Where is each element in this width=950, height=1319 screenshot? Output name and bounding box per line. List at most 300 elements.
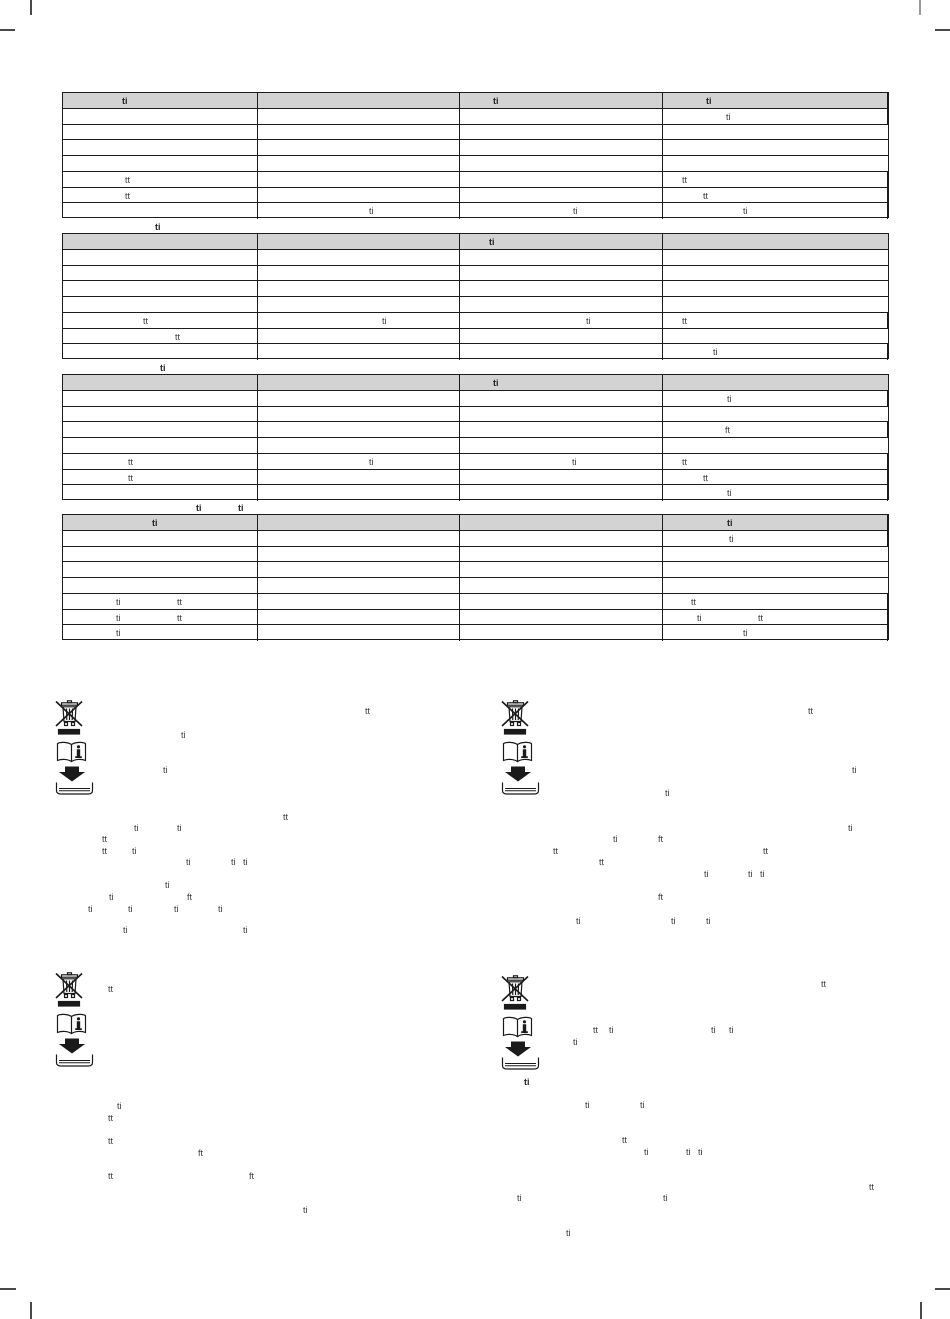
text-fragment: ft bbox=[658, 834, 664, 844]
weee-bin-icon bbox=[502, 701, 528, 726]
crop-mark-top-left-h bbox=[0, 29, 15, 31]
crop-mark-top-left-v bbox=[30, 0, 32, 15]
table-cell bbox=[258, 547, 461, 562]
table-cell bbox=[258, 594, 461, 609]
table-cell bbox=[460, 250, 663, 265]
text-fragment: ti bbox=[116, 628, 121, 639]
table-cell bbox=[663, 470, 888, 485]
table-cell bbox=[460, 281, 663, 296]
text-fragment: ti bbox=[609, 1025, 614, 1035]
table-row bbox=[63, 250, 888, 266]
text-fragment: ti bbox=[644, 1147, 649, 1157]
table-4-caption: ti bbox=[238, 503, 244, 513]
text-fragment: tt bbox=[108, 1113, 114, 1123]
table-row bbox=[63, 329, 888, 345]
table-cell bbox=[663, 578, 888, 593]
table-cell bbox=[63, 266, 258, 281]
text-fragment: ti bbox=[613, 834, 618, 844]
text-fragment: ti bbox=[671, 916, 676, 926]
text-fragment: tt bbox=[102, 846, 108, 856]
text-fragment: ti bbox=[726, 111, 731, 122]
table-cell bbox=[258, 391, 461, 406]
table-cell bbox=[460, 562, 663, 577]
manual-book-icon bbox=[58, 742, 86, 761]
text-fragment: ti bbox=[231, 857, 236, 867]
table-cell bbox=[63, 329, 258, 344]
text-fragment: ti bbox=[382, 315, 387, 326]
text-fragment: ti bbox=[852, 765, 857, 775]
tray-icon bbox=[57, 1055, 93, 1067]
table-cell bbox=[63, 422, 258, 437]
text-fragment: ti bbox=[848, 823, 853, 833]
text-fragment: ti bbox=[572, 456, 577, 467]
text-fragment: ft bbox=[249, 1171, 255, 1181]
text-fragment: ti bbox=[573, 206, 578, 217]
table-row bbox=[63, 407, 888, 423]
text-fragment: ti bbox=[369, 206, 374, 217]
text-fragment: ti bbox=[123, 925, 128, 935]
table-row bbox=[63, 172, 888, 188]
table-header-row bbox=[63, 234, 888, 250]
table-cell bbox=[663, 454, 888, 469]
unpack-arrow-icon bbox=[505, 767, 531, 782]
text-fragment: ti bbox=[152, 518, 158, 528]
text-fragment: ti bbox=[729, 533, 734, 544]
crop-mark-top-right-h bbox=[935, 29, 950, 31]
table-cell bbox=[663, 438, 888, 453]
table-cell bbox=[460, 578, 663, 593]
table-cell bbox=[258, 625, 461, 641]
table-row bbox=[63, 547, 888, 563]
text-fragment: tt bbox=[553, 846, 559, 856]
text-fragment: ti bbox=[132, 846, 137, 856]
table-cell bbox=[460, 266, 663, 281]
text-fragment: ti bbox=[704, 869, 709, 879]
text-fragment: ti bbox=[727, 488, 732, 499]
table-cell bbox=[460, 531, 663, 546]
table-cell bbox=[460, 125, 663, 140]
table-cell bbox=[663, 547, 888, 562]
header-cell bbox=[258, 93, 461, 108]
header-cell bbox=[258, 515, 461, 530]
text-fragment: ti bbox=[88, 904, 93, 914]
text-fragment: ti bbox=[576, 916, 581, 926]
table-cell bbox=[258, 203, 461, 219]
header-cell bbox=[460, 515, 663, 530]
table-cell bbox=[258, 438, 461, 453]
text-fragment: tt bbox=[177, 596, 183, 607]
table-row bbox=[63, 281, 888, 297]
table-3-caption: ti bbox=[160, 363, 166, 373]
text-fragment: ti bbox=[566, 1228, 571, 1238]
table-cell bbox=[258, 188, 461, 203]
table-row bbox=[63, 344, 888, 360]
text-fragment: ti bbox=[727, 518, 733, 528]
table-cell bbox=[63, 470, 258, 485]
table-cell bbox=[663, 562, 888, 577]
table-cell bbox=[663, 329, 888, 344]
text-fragment: ti bbox=[493, 96, 499, 106]
text-fragment: ti bbox=[713, 347, 718, 358]
text-fragment: ti bbox=[743, 628, 748, 639]
table-cell bbox=[63, 594, 258, 609]
text-fragment: ti bbox=[128, 904, 133, 914]
text-fragment: ti bbox=[586, 315, 591, 326]
table-cell bbox=[258, 578, 461, 593]
header-cell bbox=[460, 375, 663, 390]
table-cell bbox=[63, 610, 258, 625]
unpack-arrow-icon bbox=[59, 1039, 85, 1054]
text-fragment: tt bbox=[125, 190, 131, 201]
table-row bbox=[63, 485, 888, 501]
table-cell bbox=[63, 562, 258, 577]
text-fragment: tt bbox=[175, 331, 181, 342]
header-cell bbox=[460, 93, 663, 108]
table-cell bbox=[663, 188, 888, 203]
header-cell bbox=[258, 234, 461, 249]
table-cell bbox=[258, 454, 461, 469]
text-fragment: tt bbox=[763, 846, 769, 856]
text-fragment: tt bbox=[682, 456, 688, 467]
text-fragment: ti bbox=[585, 1100, 590, 1110]
table-cell bbox=[258, 485, 461, 501]
text-fragment: ti bbox=[517, 1193, 522, 1203]
table-cell bbox=[258, 531, 461, 546]
tray-icon bbox=[57, 783, 93, 795]
text-fragment: ft bbox=[725, 425, 731, 436]
text-fragment: tt bbox=[758, 612, 764, 623]
text-fragment: ft bbox=[658, 892, 664, 902]
text-fragment: ft bbox=[198, 1148, 204, 1158]
spec-table-2 bbox=[62, 233, 889, 359]
text-fragment: ti bbox=[177, 823, 182, 833]
table-row bbox=[63, 188, 888, 204]
table-cell bbox=[63, 625, 258, 641]
table-row bbox=[63, 438, 888, 454]
text-fragment: ti bbox=[163, 765, 168, 775]
text-fragment: tt bbox=[682, 315, 688, 326]
spec-table-1 bbox=[62, 92, 889, 218]
text-fragment: ti bbox=[711, 1025, 716, 1035]
manual-book-icon bbox=[504, 1017, 532, 1036]
text-fragment: ti bbox=[698, 1147, 703, 1157]
table-row bbox=[63, 266, 888, 282]
text-fragment: tt bbox=[177, 612, 183, 623]
unpack-arrow-icon bbox=[505, 1042, 531, 1057]
text-fragment: tt bbox=[108, 1136, 114, 1146]
table-row bbox=[63, 156, 888, 172]
table-header-row bbox=[63, 375, 888, 391]
table-cell bbox=[663, 266, 888, 281]
table-row bbox=[63, 125, 888, 141]
text-fragment: ti bbox=[186, 857, 191, 867]
spec-table-3 bbox=[62, 374, 889, 500]
text-fragment: tt bbox=[125, 174, 131, 185]
table-cell bbox=[258, 172, 461, 187]
unpack-arrow-icon bbox=[59, 767, 85, 782]
table-cell bbox=[460, 594, 663, 609]
table-row bbox=[63, 391, 888, 407]
header-cell bbox=[663, 515, 888, 530]
table-cell bbox=[460, 140, 663, 155]
table-header-row bbox=[63, 93, 888, 109]
table-cell bbox=[63, 313, 258, 328]
table-cell bbox=[663, 203, 888, 219]
table-cell bbox=[663, 313, 888, 328]
tray-icon bbox=[503, 783, 539, 795]
disposal-block-bottom-right-icons bbox=[501, 975, 541, 1075]
text-fragment: ti bbox=[697, 612, 702, 623]
header-cell bbox=[63, 93, 258, 108]
text-fragment: tt bbox=[682, 174, 688, 185]
table-cell bbox=[460, 485, 663, 501]
table-cell bbox=[258, 329, 461, 344]
table-cell bbox=[63, 156, 258, 171]
text-fragment: tt bbox=[283, 812, 289, 822]
table-cell bbox=[663, 344, 888, 360]
table-header-row bbox=[63, 515, 888, 531]
text-fragment: tt bbox=[128, 456, 134, 467]
text-fragment: ti bbox=[109, 892, 114, 902]
table-row bbox=[63, 297, 888, 313]
text-fragment: ti bbox=[116, 596, 121, 607]
table-cell bbox=[460, 407, 663, 422]
table-cell bbox=[258, 297, 461, 312]
table-cell bbox=[663, 109, 888, 124]
table-cell bbox=[258, 156, 461, 171]
text-fragment: ti bbox=[706, 916, 711, 926]
text-fragment: tt bbox=[365, 706, 371, 716]
text-fragment: ti bbox=[489, 237, 495, 247]
table-2-caption: ti bbox=[155, 222, 161, 232]
table-row bbox=[63, 422, 888, 438]
table-cell bbox=[63, 391, 258, 406]
header-cell bbox=[63, 234, 258, 249]
text-fragment: ti bbox=[243, 925, 248, 935]
table-cell bbox=[258, 610, 461, 625]
table-cell bbox=[460, 454, 663, 469]
text-fragment: ti bbox=[181, 730, 186, 740]
text-fragment: ti bbox=[640, 1100, 645, 1110]
table-row bbox=[63, 610, 888, 626]
table-cell bbox=[663, 531, 888, 546]
table-cell bbox=[63, 407, 258, 422]
table-cell bbox=[663, 281, 888, 296]
tray-icon bbox=[503, 1058, 539, 1070]
table-row bbox=[63, 470, 888, 486]
text-fragment: ti bbox=[134, 823, 139, 833]
table-cell bbox=[63, 547, 258, 562]
info-bar bbox=[59, 1002, 80, 1007]
text-fragment: tt bbox=[108, 1171, 114, 1181]
crop-mark-top-right-v bbox=[919, 0, 921, 15]
text-fragment: tt bbox=[102, 834, 108, 844]
weee-bin-icon bbox=[56, 701, 82, 726]
table-cell bbox=[63, 454, 258, 469]
header-cell bbox=[663, 375, 888, 390]
text-fragment: ti bbox=[303, 1205, 308, 1215]
text-fragment: ft bbox=[187, 892, 193, 902]
text-fragment: ti bbox=[116, 612, 121, 623]
info-bar bbox=[505, 730, 526, 735]
disposal-block-bottom-left-icons bbox=[55, 972, 95, 1072]
crop-mark-bottom-right-h bbox=[935, 1288, 950, 1290]
table-row bbox=[63, 109, 888, 125]
text-fragment: tt bbox=[593, 1025, 599, 1035]
text-fragment: ti bbox=[165, 880, 170, 890]
text-fragment: tt bbox=[143, 315, 149, 326]
table-cell bbox=[663, 594, 888, 609]
table-cell bbox=[258, 140, 461, 155]
table-row bbox=[63, 594, 888, 610]
table-row bbox=[63, 578, 888, 594]
table-cell bbox=[258, 407, 461, 422]
table-cell bbox=[460, 188, 663, 203]
table-row bbox=[63, 140, 888, 156]
weee-bin-icon bbox=[56, 973, 82, 998]
text-fragment: ti bbox=[218, 904, 223, 914]
table-cell bbox=[258, 470, 461, 485]
text-fragment: tt bbox=[703, 472, 709, 483]
table-cell bbox=[663, 250, 888, 265]
text-fragment: tt bbox=[808, 706, 814, 716]
text-fragment: ti bbox=[686, 1147, 691, 1157]
weee-bin-icon bbox=[502, 976, 528, 1001]
text-fragment: tt bbox=[108, 984, 114, 994]
table-cell bbox=[63, 531, 258, 546]
header-cell bbox=[663, 93, 888, 108]
text-fragment: tt bbox=[622, 1135, 628, 1145]
text-fragment: tt bbox=[869, 1182, 875, 1192]
table-cell bbox=[460, 297, 663, 312]
disposal-block-top-right-icons bbox=[501, 700, 541, 800]
table-cell bbox=[663, 422, 888, 437]
text-fragment: ti bbox=[524, 1077, 530, 1087]
text-fragment: ti bbox=[665, 788, 670, 798]
text-fragment: ti bbox=[727, 393, 732, 404]
text-fragment: tt bbox=[703, 190, 709, 201]
table-row bbox=[63, 562, 888, 578]
info-bar bbox=[59, 730, 80, 735]
table-cell bbox=[63, 188, 258, 203]
table-cell bbox=[63, 281, 258, 296]
table-cell bbox=[460, 203, 663, 219]
text-fragment: ti bbox=[743, 206, 748, 217]
table-cell bbox=[258, 562, 461, 577]
table-cell bbox=[460, 172, 663, 187]
table-cell bbox=[63, 140, 258, 155]
table-cell bbox=[258, 266, 461, 281]
manual-book-icon bbox=[58, 1014, 86, 1033]
text-fragment: tt bbox=[599, 857, 605, 867]
disposal-block-top-left-icons bbox=[55, 700, 95, 800]
table-cell bbox=[460, 625, 663, 641]
text-fragment: tt bbox=[821, 979, 827, 989]
crop-mark-bottom-right-v bbox=[920, 1302, 922, 1319]
table-cell bbox=[258, 422, 461, 437]
table-cell bbox=[663, 125, 888, 140]
text-fragment: ti bbox=[174, 904, 179, 914]
table-cell bbox=[460, 438, 663, 453]
table-cell bbox=[663, 156, 888, 171]
text-fragment: ti bbox=[663, 1193, 668, 1203]
info-bar bbox=[505, 1005, 526, 1010]
table-row bbox=[63, 454, 888, 470]
table-cell bbox=[63, 109, 258, 124]
text-fragment: ti bbox=[369, 456, 374, 467]
table-4-caption: ti bbox=[196, 503, 202, 513]
table-row bbox=[63, 531, 888, 547]
table-cell bbox=[663, 485, 888, 501]
table-row bbox=[63, 625, 888, 641]
text-fragment: ti bbox=[748, 869, 753, 879]
text-fragment: ti bbox=[122, 96, 128, 106]
table-cell bbox=[460, 344, 663, 360]
table-cell bbox=[663, 140, 888, 155]
header-cell bbox=[663, 234, 888, 249]
table-cell bbox=[258, 125, 461, 140]
table-cell bbox=[63, 485, 258, 501]
table-cell bbox=[460, 329, 663, 344]
crop-mark-bottom-left-h bbox=[0, 1288, 16, 1290]
header-cell bbox=[258, 375, 461, 390]
crop-mark-bottom-left-v bbox=[30, 1302, 32, 1319]
table-cell bbox=[63, 203, 258, 219]
table-cell bbox=[663, 297, 888, 312]
manual-book-icon bbox=[504, 742, 532, 761]
table-cell bbox=[63, 344, 258, 360]
table-cell bbox=[663, 391, 888, 406]
table-cell bbox=[63, 297, 258, 312]
table-cell bbox=[63, 438, 258, 453]
table-cell bbox=[460, 109, 663, 124]
table-cell bbox=[663, 407, 888, 422]
text-fragment: tt bbox=[691, 596, 697, 607]
table-cell bbox=[63, 578, 258, 593]
table-cell bbox=[460, 470, 663, 485]
text-fragment: ti bbox=[760, 869, 765, 879]
table-cell bbox=[258, 313, 461, 328]
table-cell bbox=[63, 172, 258, 187]
table-cell bbox=[258, 250, 461, 265]
text-fragment: ti bbox=[706, 96, 712, 106]
table-cell bbox=[460, 610, 663, 625]
header-cell bbox=[63, 515, 258, 530]
table-row bbox=[63, 203, 888, 219]
table-row bbox=[63, 313, 888, 329]
text-fragment: ti bbox=[573, 1037, 578, 1047]
table-cell bbox=[63, 125, 258, 140]
text-fragment: ti bbox=[493, 378, 499, 388]
table-cell bbox=[460, 422, 663, 437]
table-cell bbox=[460, 391, 663, 406]
text-fragment: ti bbox=[243, 857, 248, 867]
table-cell bbox=[460, 547, 663, 562]
table-cell bbox=[258, 281, 461, 296]
table-cell bbox=[460, 313, 663, 328]
table-cell bbox=[460, 156, 663, 171]
text-fragment: ti bbox=[117, 1101, 122, 1111]
table-cell bbox=[63, 250, 258, 265]
header-cell bbox=[63, 375, 258, 390]
table-cell bbox=[663, 625, 888, 641]
text-fragment: tt bbox=[128, 472, 134, 483]
table-cell bbox=[258, 109, 461, 124]
table-cell bbox=[663, 172, 888, 187]
spec-table-4 bbox=[62, 514, 889, 640]
table-cell bbox=[258, 344, 461, 360]
text-fragment: ti bbox=[729, 1025, 734, 1035]
